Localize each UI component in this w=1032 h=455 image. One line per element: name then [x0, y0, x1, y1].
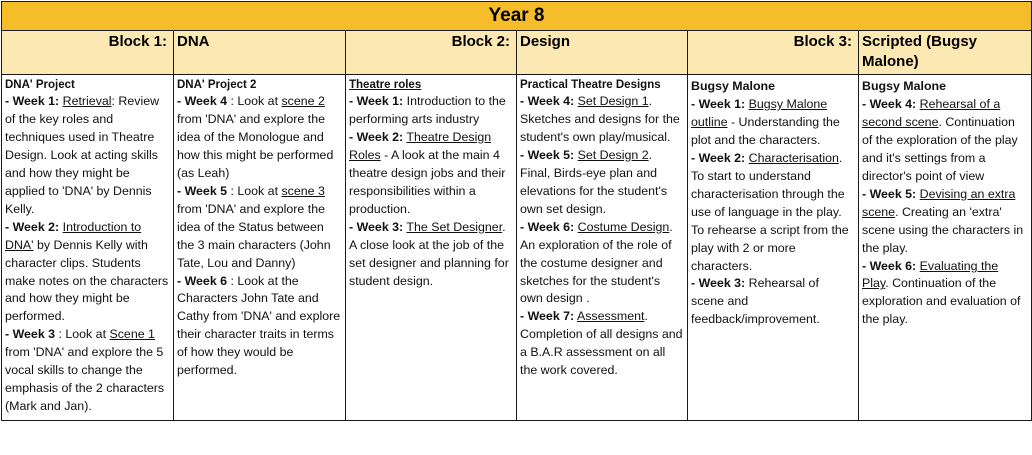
- col-theatre-roles: [346, 75, 517, 421]
- lesson-link[interactable]: Bugsy Malone outline: [691, 96, 828, 129]
- col-dna-project-2: [174, 75, 346, 421]
- col-bugsy-malone-1: [688, 75, 859, 421]
- week-item: - Week 3: Rehearsal of scene and feedback/improvement.: [691, 276, 820, 327]
- col-bugsy-malone-2: [859, 75, 1032, 421]
- col-practical-designs: [517, 75, 688, 421]
- block-3-label: Block 3:: [688, 31, 859, 75]
- week-item: - Week 1: Introduction to the performing arts industry: [349, 94, 506, 126]
- lesson-link[interactable]: Costume Design: [577, 219, 670, 234]
- column-heading: DNA' Project 2: [177, 79, 257, 91]
- column-heading: Bugsy Malone: [862, 79, 946, 93]
- lesson-link[interactable]: Theatre Design Roles: [349, 129, 492, 162]
- block-1-label: Block 1:: [2, 31, 174, 75]
- column-heading: Bugsy Malone: [691, 79, 775, 93]
- lesson-link[interactable]: Introduction to DNA': [5, 219, 142, 252]
- year-title: Year 8: [2, 2, 1032, 31]
- lesson-link[interactable]: Set Design 2: [577, 147, 649, 162]
- lesson-link[interactable]: Assessment: [576, 309, 645, 324]
- lesson-link[interactable]: Set Design 1: [577, 94, 649, 108]
- lesson-link[interactable]: Evaluating the Play: [862, 258, 999, 291]
- week-item: - Week 2: Introduction to DNA' by Dennis Kelly with character clips. Students make notes on the characters and how they might be performed.: [5, 219, 169, 324]
- block-2-topic: Design: [517, 31, 688, 75]
- week-item: - Week 5: Set Design 2. Final, Birds-eye plan and elevations for the student's own set design.: [520, 147, 668, 216]
- col-dna-project: [2, 75, 174, 421]
- lesson-link[interactable]: Devising an extra scene: [862, 186, 1016, 219]
- block-2-label: Block 2:: [346, 31, 517, 75]
- week-item: - Week 3 : Look at Scene 1 from 'DNA' and explore the 5 vocal skills to change the emphasis of the 2 characters (Mark and Jan).: [5, 327, 165, 414]
- curriculum-table: [1, 1, 1032, 421]
- lesson-link[interactable]: scene 2: [281, 94, 325, 108]
- week-item: - Week 6: Costume Design. An exploration of the role of the costume designer and sketches for the student's own design .: [520, 219, 673, 306]
- week-item: - Week 4 : Look at scene 2 from 'DNA' and explore the idea of the Monologue and how this might be performed (as Leah): [177, 94, 334, 180]
- block-1-topic: DNA: [174, 31, 346, 75]
- week-item: - Week 3: The Set Designer. A close look at the job of the set designer and planning for student design.: [349, 219, 509, 288]
- week-item: - Week 2: Theatre Design Roles - A look at the main 4 theatre design jobs and their responsibilities within a production.: [349, 129, 506, 216]
- week-item: - Week 6 : Look at the Characters John Tate and Cathy from 'DNA' and explore their character traits in terms of how they would be performed.: [177, 273, 341, 378]
- week-item: - Week 5 : Look at scene 3 from 'DNA' and explore the idea of the Status between the 3 main characters (John Tate, Lou and Danny): [177, 183, 331, 270]
- week-item: - Week 7: Assessment. Completion of all designs and a B.A.R assessment on all the work covered.: [520, 309, 683, 378]
- column-heading: Practical Theatre Designs: [520, 79, 661, 91]
- week-item: - Week 5: Devising an extra scene. Creating an 'extra' scene using the characters in the play.: [862, 186, 1024, 255]
- week-item: - Week 1: Bugsy Malone outline - Understanding the plot and the characters.: [691, 96, 840, 147]
- lesson-link[interactable]: The Set Designer: [406, 219, 503, 234]
- lesson-link[interactable]: Retrieval: [62, 94, 112, 108]
- column-heading: DNA' Project: [5, 79, 75, 91]
- lesson-link[interactable]: Rehearsal of a second scene: [862, 96, 1001, 129]
- week-item: - Week 2: Characterisation. To start to understand characterisation through the use of language in the play. To rehearse a script from the play with 2 or more characters.: [691, 150, 849, 273]
- week-item: - Week 4: Rehearsal of a second scene. Continuation of the exploration of the play and it's settings from a director's point of view: [862, 96, 1018, 183]
- lesson-link[interactable]: Scene 1: [109, 327, 155, 342]
- column-heading: Theatre roles: [349, 79, 422, 91]
- lesson-link[interactable]: Characterisation: [748, 150, 839, 165]
- week-item: - Week 4: Set Design 1. Sketches and designs for the student's own play/musical.: [520, 94, 680, 144]
- block-3-topic: Scripted (Bugsy Malone): [859, 31, 1032, 75]
- lesson-link[interactable]: scene 3: [281, 183, 325, 198]
- week-item: - Week 6: Evaluating the Play. Continuation of the exploration and evaluation of the play.: [862, 258, 1021, 327]
- week-item: - Week 1: Retrieval: Review of the key roles and techniques used in Theatre Design. Look at acting skills and how they might be applied to 'DNA' by Dennis Kelly.: [5, 94, 160, 216]
